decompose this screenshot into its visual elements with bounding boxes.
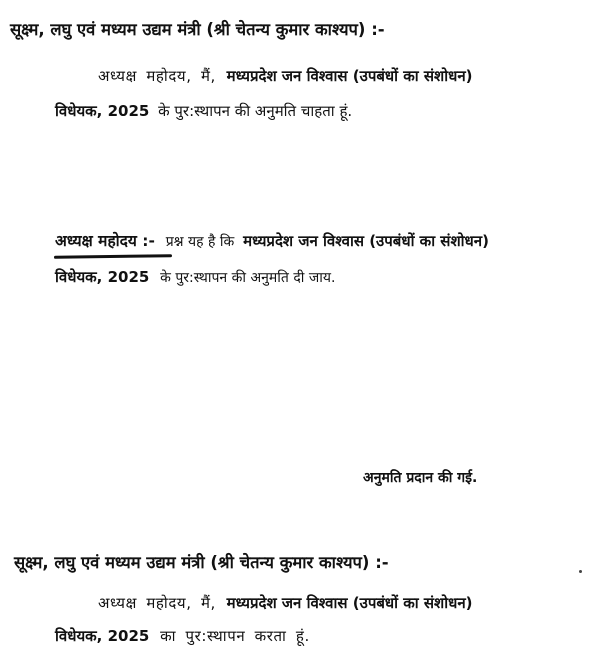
speaker-underline bbox=[54, 254, 172, 259]
statement-prefix: अध्यक्ष महोदय, मैं, bbox=[98, 67, 216, 85]
statement-rest: का पुर:स्थापन करता हूं. bbox=[160, 627, 310, 645]
bill-title: मध्यप्रदेश जन विश्वास (उपबंधों का संशोधन) bbox=[243, 232, 489, 250]
minister-statement-1-line-2 bbox=[55, 102, 352, 120]
minister-statement-1-line-1 bbox=[98, 67, 473, 85]
stray-mark bbox=[579, 570, 582, 573]
bill-title: मध्यप्रदेश जन विश्वास (उपबंधों का संशोधन) bbox=[226, 594, 473, 612]
question-prefix: प्रश्न यह है कि bbox=[165, 234, 235, 250]
speaker-label: अध्यक्ष महोदय :- bbox=[55, 232, 155, 250]
minister-speaker-heading-2: सूक्ष्म, लघु एवं मध्यम उद्यम मंत्री (श्री चेतन्य कुमार काश्यप) :- bbox=[14, 553, 389, 572]
statement-prefix: अध्यक्ष महोदय, मैं, bbox=[98, 594, 216, 612]
minister-statement-2-line-2 bbox=[55, 627, 310, 645]
speaker-question-line-1 bbox=[55, 232, 489, 251]
bill-year: विधेयक, 2025 bbox=[55, 268, 150, 286]
permission-granted-note: अनुमति प्रदान की गई. bbox=[363, 470, 478, 486]
speaker-question-line-2 bbox=[55, 268, 335, 287]
minister-speaker-heading-1: सूक्ष्म, लघु एवं मध्यम उद्यम मंत्री (श्री चेतन्य कुमार काश्यप) :- bbox=[10, 20, 385, 39]
statement-rest: के पुर:स्थापन की अनुमति चाहता हूं. bbox=[158, 102, 353, 120]
question-rest: के पुर:स्थापन की अनुमति दी जाय. bbox=[160, 270, 336, 286]
bill-year: विधेयक, 2025 bbox=[55, 102, 150, 120]
bill-year: विधेयक, 2025 bbox=[55, 627, 150, 645]
bill-title: मध्यप्रदेश जन विश्वास (उपबंधों का संशोधन) bbox=[226, 67, 473, 85]
minister-statement-2-line-1 bbox=[98, 594, 473, 612]
